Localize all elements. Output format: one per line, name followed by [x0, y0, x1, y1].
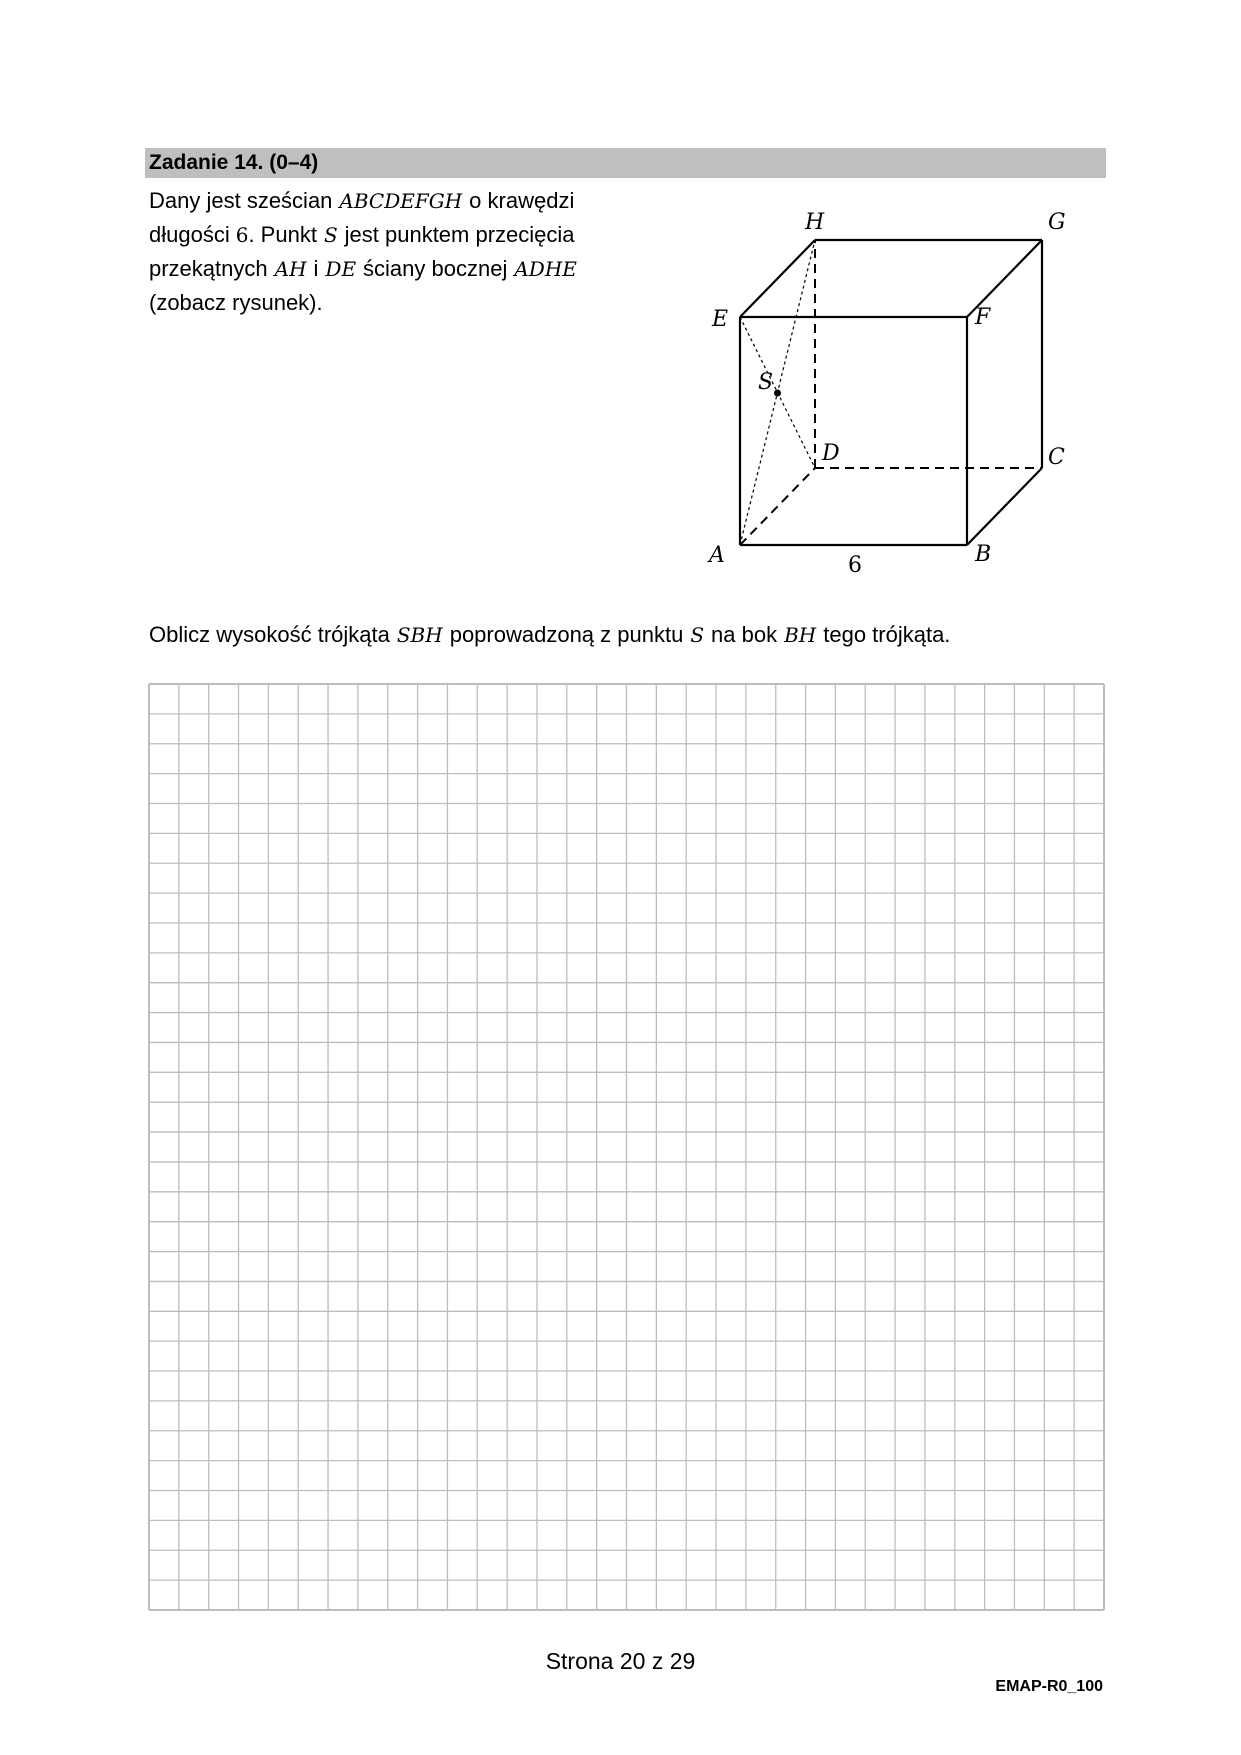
answer-grid[interactable] — [148, 683, 1105, 1611]
label-b: B — [975, 542, 992, 567]
label-h: H — [805, 210, 825, 235]
question-math-bh: BH — [784, 623, 817, 647]
intro-math-adhe: ADHE — [514, 257, 577, 281]
label-s: S — [758, 370, 774, 395]
edge-length-label: 6 — [848, 553, 862, 578]
intro-math-ah: AH — [274, 257, 307, 281]
question-text-4: tego trójkąta. — [823, 622, 951, 647]
task-header — [145, 148, 1106, 178]
label-d: D — [822, 441, 840, 466]
question-text-3: na bok — [711, 622, 778, 647]
intro-text-9: (zobacz rysunek). — [149, 290, 323, 315]
question-math-s: S — [690, 623, 705, 647]
question-text-2: poprowadzoną z punktu — [449, 622, 684, 647]
intro-text-7: i — [313, 256, 319, 281]
question-text-1: Oblicz wysokość trójkąta — [149, 622, 390, 647]
point-s — [774, 390, 781, 397]
intro-text-6: przekątnych — [149, 256, 268, 281]
edge-ad-hidden — [740, 468, 815, 545]
label-c: C — [1048, 445, 1065, 470]
intro-math-s: S — [323, 223, 338, 247]
intro-text-5: jest punktem przecięcia — [344, 222, 575, 247]
page-number: Strona 20 z 29 — [545, 1648, 696, 1674]
question-text — [149, 622, 950, 648]
label-e: E — [712, 307, 729, 332]
cube-figure — [690, 205, 1090, 585]
label-f: F — [975, 305, 991, 330]
intro-math-edge: 6 — [235, 223, 249, 247]
label-a: A — [709, 543, 725, 568]
question-math-sbh: SBH — [396, 623, 443, 647]
intro-text-8: ściany bocznej — [363, 256, 508, 281]
task-title: Zadanie 14. (0–4) — [149, 151, 319, 174]
intro-text-2: o krawędzi — [469, 188, 575, 213]
task-description — [149, 184, 649, 320]
intro-text-3: długości — [149, 222, 230, 247]
exam-code: EMAP-R0_100 — [995, 1678, 1103, 1695]
intro-math-cube: ABCDEFGH — [339, 189, 463, 213]
edge-eh — [740, 240, 815, 317]
intro-math-de: DE — [325, 257, 357, 281]
label-g: G — [1048, 210, 1066, 235]
intro-text-1: Dany jest sześcian — [149, 188, 333, 213]
intro-text-4: . Punkt — [248, 222, 317, 247]
edge-cb — [967, 468, 1042, 545]
